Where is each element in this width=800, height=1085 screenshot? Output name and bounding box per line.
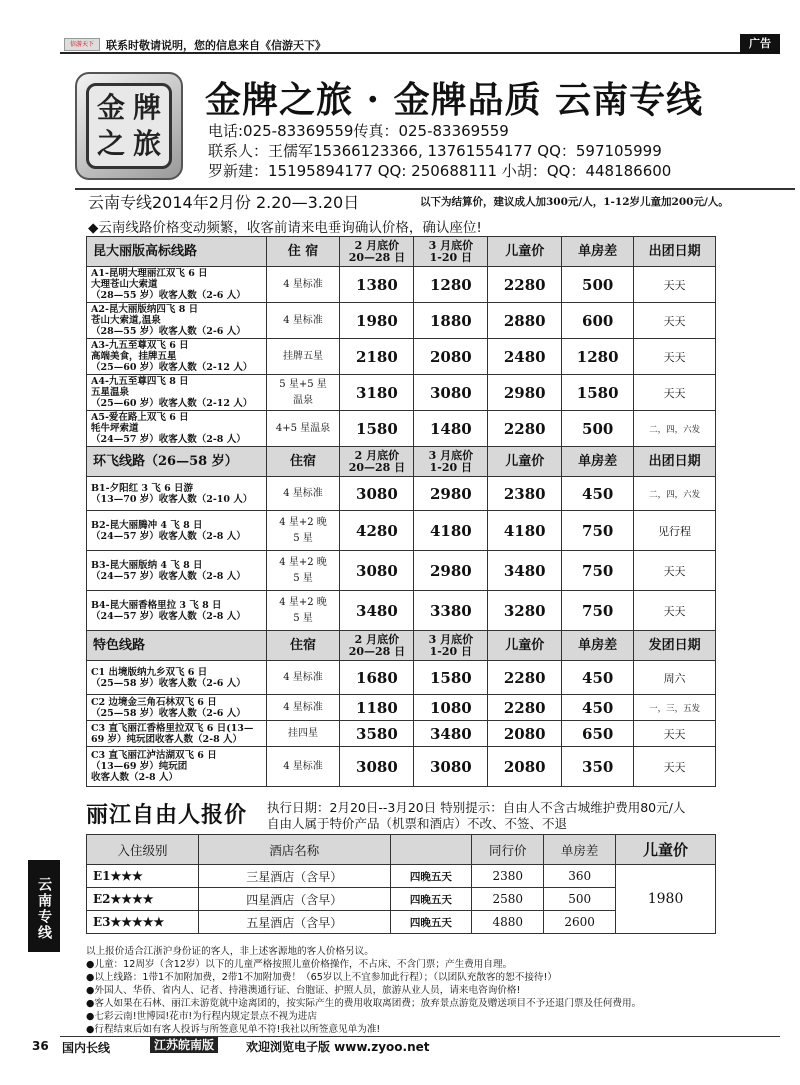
footnote: ●七彩云南!世博园!花市!为行程内规定景点不视为进店 [86,1011,317,1022]
departure-days: 天天 [634,303,716,339]
source-notice: 联系时敬请说明，您的信息来自《信游天下》 [106,39,326,52]
mar-price: 3480 [414,721,488,747]
col-header: 3 月底价 1-20 日 [414,237,488,267]
route-description: C3 直飞丽江香格里拉双飞 6 日(13—69 岁）纯玩团收客人数（2-8 人） [87,721,267,747]
footnote: ●客人如果在石林、丽江未游览就中途离团的，按实际产生的费用收取离团费；放弃景点游览及赠送项目不予还退门票及任何费用。 [86,998,642,1009]
route-description: C1 出境版纳九乡双飞 6 日 （25—58 岁）收客人数（2-6 人） [87,661,267,695]
feb-price: 3580 [340,721,414,747]
feb-price: 4280 [340,511,414,551]
route-description: A3-九五至尊双飞 6 日 高端美食，挂牌五星 （25—60 岁）收客人数（2-12 人） [87,339,267,375]
child-price: 4180 [488,511,562,551]
lijiang-note: 执行日期：2月20日--3月20日 特别提示：自由人不含古城维护费用80元/人 [267,800,686,815]
section-title: 特色线路 [87,631,267,661]
single-supplement: 2600 [544,911,616,934]
single-supplement: 1580 [562,375,634,411]
table-row [87,551,716,591]
table-header-row [87,835,716,865]
edition-label: 江苏皖南版 [150,1037,218,1053]
child-price: 2280 [488,661,562,695]
table-row [87,303,716,339]
nights: 四晚五天 [390,865,472,888]
feb-price: 3480 [340,591,414,631]
footnote: ●外国人、华侨、省内人、记者、持港澳通行证、台胞证、护照人员，旅游从业人员，请来电咨询价格! [86,985,521,996]
route-description: B2-昆大丽腾冲 4 飞 8 日 （24—57 岁）收客人数（2-8 人） [87,511,267,551]
accommodation: 4 星标准 [266,267,340,303]
accommodation: 4 星+2 晚 5 星 [266,591,340,631]
section-title: 昆大丽版高标线路 [87,237,267,267]
col-header: 入住级别 [87,835,199,865]
departure-days: 天天 [634,721,716,747]
col-header: 出团日期 [634,237,716,267]
departure-days: 天天 [634,591,716,631]
single-supplement: 750 [562,591,634,631]
single-supplement: 500 [562,267,634,303]
feb-price: 1380 [340,267,414,303]
mar-price: 2080 [414,339,488,375]
route-description: B3-昆大丽版纳 4 飞 8 日 （24—57 岁）收客人数（2-8 人） [87,551,267,591]
route-description: A2-昆大丽版纳四飞 8 日 苍山大索道,温泉 （28—55 岁）收客人数（2-6 人） [87,303,267,339]
lijiang-note: 自由人属于特价产品（机票和酒店）不改、不签、不退 [267,816,568,831]
col-header: 2 月底价 20—28 日 [340,631,414,661]
room-level: E1★★★ [87,865,199,888]
departure-days: 天天 [634,267,716,303]
accommodation: 挂牌五星 [266,339,340,375]
side-tab: 云南专线 [28,860,60,952]
table-row [87,375,716,411]
footnote: ●以上线路：1带1不加附加费，2带1不加附加费！（65岁以上不宜参加此行程）；（以团队充散客的恕不接待!） [86,972,557,983]
headline: 金牌之旅 · 金牌品质 云南专线 [205,79,704,121]
child-price: 2380 [488,477,562,511]
departure-days: 二，四，六发 [634,411,716,447]
col-header: 单房差 [562,447,634,477]
mar-price: 3380 [414,591,488,631]
col-header: 儿童价 [488,237,562,267]
child-price: 2880 [488,303,562,339]
accommodation: 4 星+2 晚 5 星 [266,551,340,591]
nights: 四晚五天 [390,888,472,911]
feb-price: 3080 [340,551,414,591]
departure-days: 见行程 [634,511,716,551]
accommodation: 4 星标准 [266,303,340,339]
trade-price: 2380 [472,865,544,888]
accommodation: 4 星标准 [266,661,340,695]
single-supplement: 600 [562,303,634,339]
departure-days: 一，三，五发 [634,695,716,721]
section-name: 国内长线 [62,1041,111,1055]
feb-price: 1680 [340,661,414,695]
table-row [87,339,716,375]
departure-days: 天天 [634,375,716,411]
room-level: E2★★★★ [87,888,199,911]
room-level: E3★★★★★ [87,911,199,934]
route-description: A1-昆明大理丽江双飞 6 日 大理苍山大索道 （28—55 岁）收客人数（2-6 人） [87,267,267,303]
table-row [87,477,716,511]
footnotes [86,945,726,1036]
hotel-name: 三星酒店（含早） [198,865,390,888]
col-header: 单房差 [562,631,634,661]
col-header: 住 宿 [266,237,340,267]
hotel-name: 五星酒店（含早） [198,911,390,934]
nights: 四晚五天 [390,911,472,934]
accommodation: 4 星标准 [266,477,340,511]
mar-price: 2980 [414,551,488,591]
departure-days: 二，四，六发 [634,477,716,511]
contact-line: 罗新建：15195894177 QQ: 250688111 小胡：QQ：448186600 [208,162,672,180]
mar-price: 1480 [414,411,488,447]
mar-price: 1080 [414,695,488,721]
lijiang-table [86,834,716,934]
route-description: A4-九五至尊四飞 8 日 五星温泉 （25—60 岁）收客人数（2-12 人） [87,375,267,411]
col-header: 同行价 [472,835,544,865]
single-supplement: 750 [562,551,634,591]
section-header-row [87,631,716,661]
table-row [87,695,716,721]
col-header: 出团日期 [634,447,716,477]
route-description: C3 直飞丽江泸沽湖双飞 6 日 （13—69 岁）纯玩团 收客人数（2-8 人） [87,747,267,787]
feb-price: 3180 [340,375,414,411]
single-supplement: 650 [562,721,634,747]
table-row [87,661,716,695]
lijiang-title: 丽江自由人报价 [86,802,248,828]
section-header-row [87,237,716,267]
mar-price: 3080 [414,747,488,787]
hotel-name: 四星酒店（含早） [198,888,390,911]
route-description: B4-昆大丽香格里拉 3 飞 8 日 （24—57 岁）收客人数（2-8 人） [87,591,267,631]
mar-price: 2980 [414,477,488,511]
child-price: 2080 [488,721,562,747]
logo-char: 金 [96,91,125,124]
single-supplement: 450 [562,477,634,511]
accommodation: 4 星+2 晚 5 星 [266,511,340,551]
table-row [87,267,716,303]
child-price: 2280 [488,695,562,721]
logo-char: 牌 [132,91,161,124]
table-row [87,865,716,888]
single-supplement: 450 [562,695,634,721]
col-header: 3 月底价 1-20 日 [414,447,488,477]
route-description: B1-夕阳红 3 飞 6 日游 （13—70 岁）收客人数（2-10 人） [87,477,267,511]
table-row [87,591,716,631]
child-price: 2280 [488,411,562,447]
feb-price: 3080 [340,747,414,787]
col-header: 单房差 [544,835,616,865]
col-header: 儿童价 [488,447,562,477]
mar-price: 4180 [414,511,488,551]
feb-price: 2180 [340,339,414,375]
price-table [86,236,716,787]
ad-tag: 广告 [740,34,780,54]
logo-char: 旅 [132,127,161,160]
col-header: 3 月底价 1-20 日 [414,631,488,661]
table-row [87,747,716,787]
feb-price: 1580 [340,411,414,447]
child-price: 1980 [616,865,716,934]
table-row [87,511,716,551]
footnote: 以上报价适合江浙沪身份证的客人，非上述客源地的客人价格另议。 [86,946,374,957]
col-header: 住宿 [266,631,340,661]
page-number: 36 [32,1039,49,1053]
mar-price: 1580 [414,661,488,695]
section-title: 环飞线路（26—58 岁） [87,447,267,477]
contact-line: 联系人：王儒军15366123366, 13761554177 QQ：597105999 [208,142,662,160]
price-note: 以下为结算价，建议成人加300元/人，1-12岁儿童加200元/人。 [420,196,729,208]
single-supplement: 500 [544,888,616,911]
mar-price: 1280 [414,267,488,303]
footnote: ●儿童：12周岁（含12岁）以下的儿童严格按照儿童价格操作，不占床、不含门票；产生费用自理。 [86,959,513,970]
route-description: A5-爱在路上双飞 6 日 牦牛坪索道 （24—57 岁）收客人数（2-8 人） [87,411,267,447]
contact-line: 电话:025-83369559传真：025-83369559 [208,122,509,140]
single-supplement: 1280 [562,339,634,375]
feb-price: 3080 [340,477,414,511]
publisher-logo: 信游天下 [64,38,100,51]
accommodation: 5 星+5 星 温泉 [266,375,340,411]
col-header: 住宿 [266,447,340,477]
section-header-row [87,447,716,477]
col-header: 2 月底价 20—28 日 [340,447,414,477]
top-banner [60,36,780,54]
trade-price: 4880 [472,911,544,934]
child-price: 2080 [488,747,562,787]
child-price: 2980 [488,375,562,411]
departure-days: 天天 [634,551,716,591]
single-supplement: 360 [544,865,616,888]
departure-days: 天天 [634,339,716,375]
single-supplement: 350 [562,747,634,787]
accommodation: 4+5 星温泉 [266,411,340,447]
feb-price: 1180 [340,695,414,721]
col-header: 2 月底价 20—28 日 [340,237,414,267]
footnote: ●行程结束后如有客人投诉与所签意见单不符!我社以所签意见单为准! [86,1024,381,1035]
table-row [87,411,716,447]
child-price: 2280 [488,267,562,303]
mar-price: 1880 [414,303,488,339]
page-footer [32,1036,780,1055]
col-header: 儿童价 [616,835,716,865]
col-header: 儿童价 [488,631,562,661]
col-header: 发团日期 [634,631,716,661]
accommodation: 挂四星 [266,721,340,747]
logo-char: 之 [96,127,125,160]
single-supplement: 750 [562,511,634,551]
single-supplement: 450 [562,661,634,695]
child-price: 3280 [488,591,562,631]
departure-days: 天天 [634,747,716,787]
price-warning: ◆云南线路价格变动频繁，收客前请来电垂询确认价格，确认座位! [88,220,482,236]
accommodation: 4 星标准 [266,695,340,721]
single-supplement: 500 [562,411,634,447]
trade-price: 2580 [472,888,544,911]
mar-price: 3080 [414,375,488,411]
col-header: 酒店名称 [198,835,390,865]
col-header: 单房差 [562,237,634,267]
table-row [87,721,716,747]
departure-days: 周六 [634,661,716,695]
route-description: C2 边境金三角石林双飞 6 日 （25—58 岁）收客人数（2-6 人） [87,695,267,721]
brand-logo [75,72,183,180]
col-header [390,835,472,865]
route-title: 云南专线2014年2月份 2.20—3.20日 [88,193,360,212]
accommodation: 4 星标准 [266,747,340,787]
child-price: 2480 [488,339,562,375]
child-price: 3480 [488,551,562,591]
website-link[interactable]: 欢迎浏览电子版 www.zyoo.net [246,1040,430,1054]
feb-price: 1980 [340,303,414,339]
